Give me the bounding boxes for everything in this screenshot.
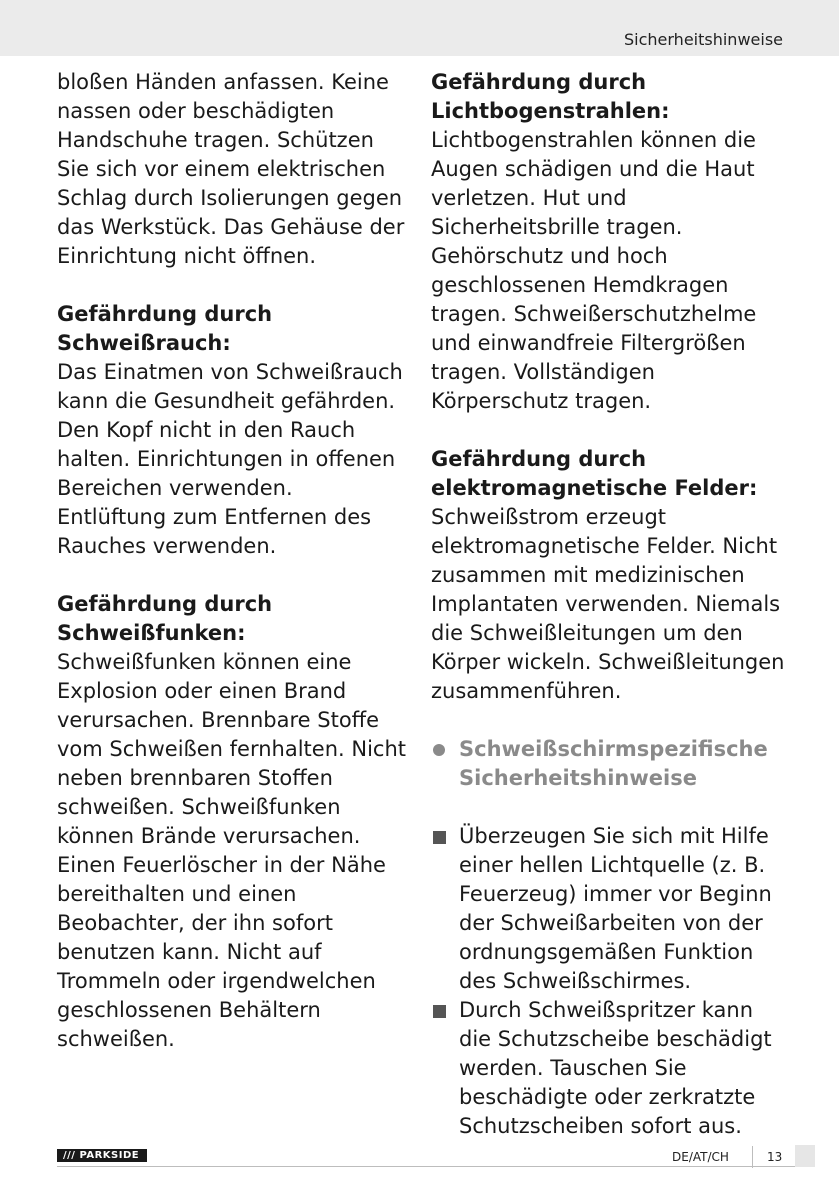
footer-tab-marker bbox=[795, 1145, 815, 1167]
paragraph-text: Schweißfunken können eine Explosion oder einen Brand verursachen. Brennbare Stoffe vom Schweißen fernhalten. Nicht neben brennbaren Stoffen schweißen. Schweißfunken können Brände verursachen. Einen Feuerlöscher in der Nähe bereithalten und einen Beobachter, der ihn sofort benutzen kann. Nicht auf Trommeln oder irgendwelchen geschlossenen Behältern schweißen. bbox=[57, 650, 407, 1051]
paragraph-heading: Gefährdung durch Schweißfunken: bbox=[57, 592, 273, 645]
parkside-logo: /// PARKSIDE bbox=[57, 1149, 147, 1162]
list-item bbox=[431, 822, 791, 996]
section-heading bbox=[431, 735, 791, 793]
paragraph bbox=[431, 68, 791, 416]
paragraph-text: bloßen Händen anfassen. Keine nassen oder beschädigten Handschuhe tragen. Schützen Sie sich vor einem elektrischen Schlag durch Isolierungen gegen das Werkstück. Das Gehäuse der Einrichtung nicht öffnen. bbox=[57, 70, 405, 268]
paragraph bbox=[431, 445, 791, 706]
footer-separator bbox=[752, 1146, 753, 1168]
paragraph bbox=[57, 68, 407, 271]
bullet-dot-icon bbox=[433, 744, 445, 756]
square-bullet-icon bbox=[433, 1005, 446, 1018]
footer-divider bbox=[57, 1166, 814, 1167]
paragraph-text: Lichtbogenstrahlen können die Augen schädigen und die Haut verletzen. Hut und Sicherheitsbrille tragen. Gehörschutz und hoch geschlossenen Hemdkragen tragen. Schweißerschutzhelme und einwandfreie Filtergrößen tragen. Vollständigen Körperschutz tragen. bbox=[431, 128, 757, 413]
square-bullet-icon bbox=[433, 831, 446, 844]
paragraph bbox=[57, 300, 407, 561]
page-section-title: Sicherheitshinweise bbox=[624, 30, 783, 49]
paragraph-heading: Gefährdung durch Lichtbogenstrahlen: bbox=[431, 70, 670, 123]
footer-region: DE/AT/CH bbox=[672, 1150, 729, 1164]
safety-list bbox=[431, 822, 791, 1141]
paragraph bbox=[57, 590, 407, 1054]
list-item-text: Durch Schweißspritzer kann die Schutzscheibe beschädigt werden. Tauschen Sie beschädigte oder zerkratzte Schutzscheiben sofort aus. bbox=[459, 998, 772, 1138]
paragraph-text: Schweißstrom erzeugt elektromagnetische Felder. Nicht zusammen mit medizinischen Implantaten verwenden. Niemals die Schweißleitungen um den Körper wickeln. Schweißleitungen zusammenführen. bbox=[431, 505, 785, 703]
list-item bbox=[431, 996, 791, 1141]
right-column bbox=[431, 68, 791, 1141]
section-heading-text: Schweißschirmspezifische Sicherheitshinweise bbox=[459, 737, 768, 790]
paragraph-heading: Gefährdung durch Schweißrauch: bbox=[57, 302, 273, 355]
paragraph-text: Das Einatmen von Schweißrauch kann die Gesundheit gefährden. Den Kopf nicht in den Rauch halten. Einrichtungen in offenen Bereichen verwenden. Entlüftung zum Entfernen des Rauches verwenden. bbox=[57, 360, 403, 558]
left-column bbox=[57, 68, 407, 1083]
list-item-text: Überzeugen Sie sich mit Hilfe einer hellen Lichtquelle (z. B. Feuerzeug) immer vor Beginn der Schweißarbeiten von der ordnungsgemäßen Funktion des Schweißschirmes. bbox=[459, 824, 772, 993]
page-number: 13 bbox=[767, 1150, 783, 1164]
paragraph-heading: Gefährdung durch elektromagnetische Felder: bbox=[431, 447, 758, 500]
